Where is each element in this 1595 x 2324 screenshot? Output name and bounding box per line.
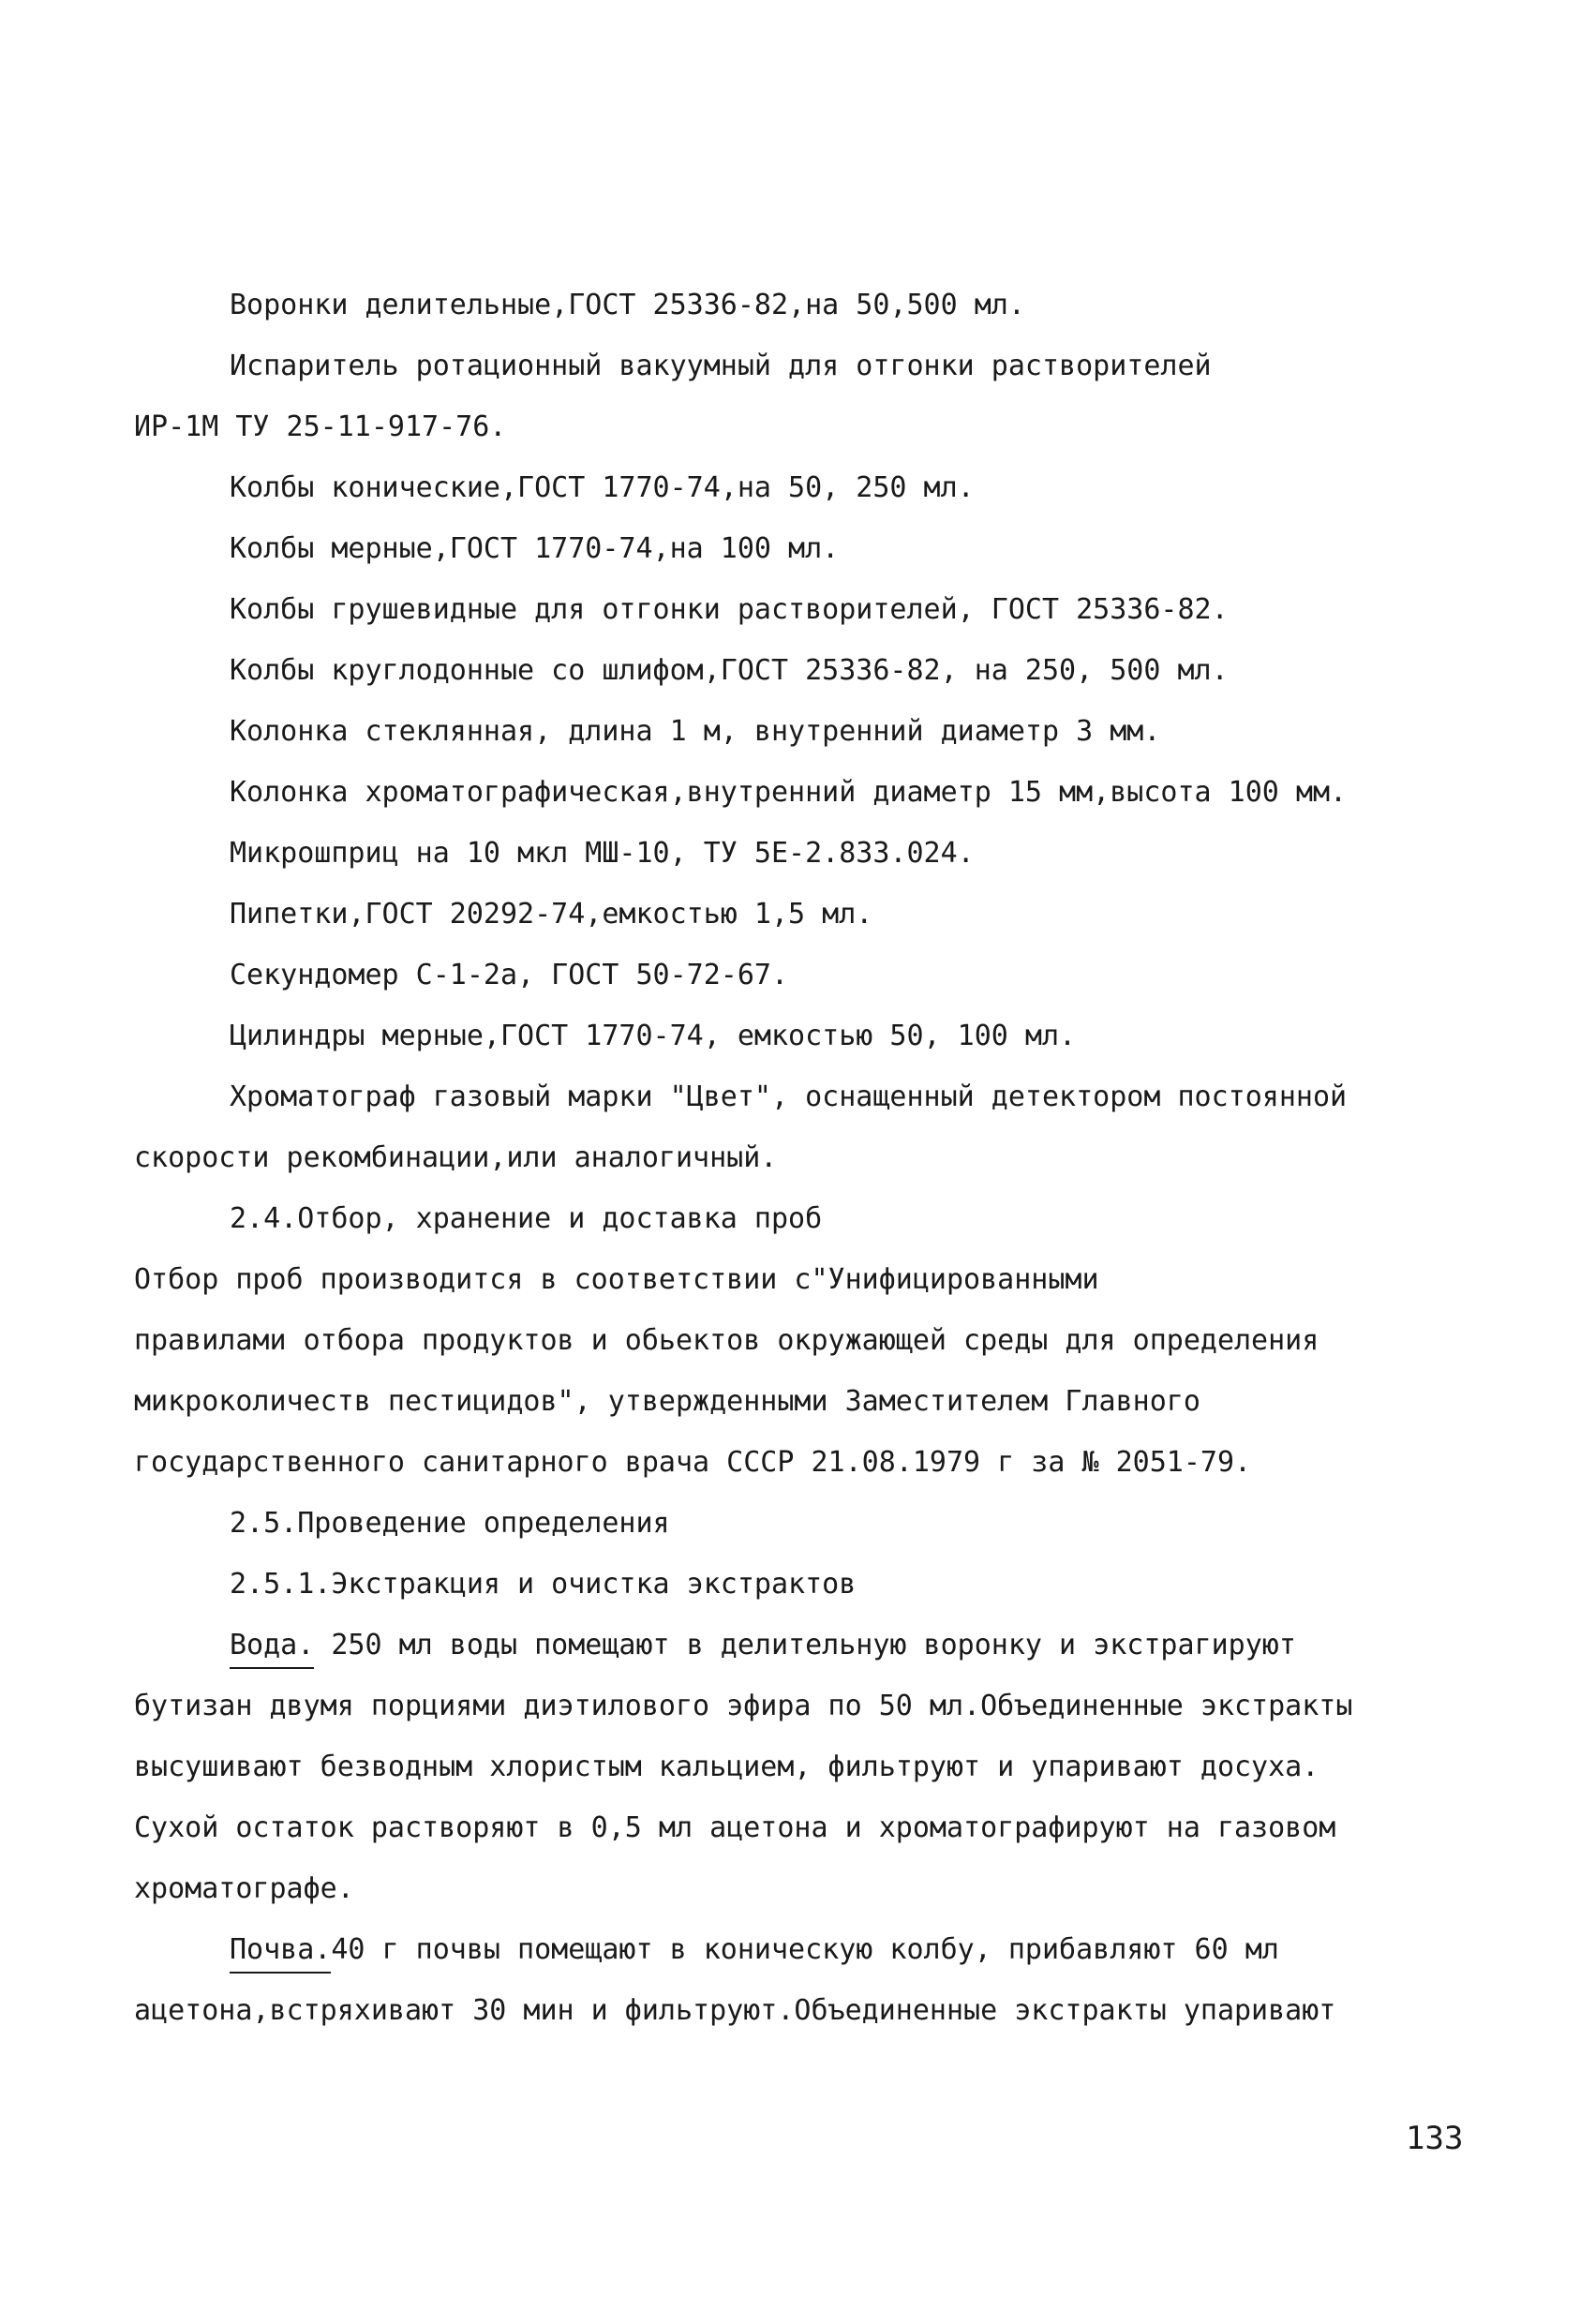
equipment-line: Колбы конические,ГОСТ 1770-74,на 50, 250 мл. xyxy=(230,471,975,504)
equipment-line: Колонка хроматографическая,внутренний диаметр 15 мм,высота 100 мм. xyxy=(230,776,1348,809)
equipment-line: Цилиндры мерные,ГОСТ 1770-74, емкостью 50, 100 мл. xyxy=(230,1020,1077,1052)
paragraph-line: высушивают безводным хлористым кальцием, фильтруют и упаривают досуха. xyxy=(134,1750,1319,1783)
equipment-line: Испаритель ротационный вакуумный для отгонки растворителей xyxy=(230,350,1212,382)
section-heading-2-5: 2.5.Проведение определения xyxy=(230,1507,670,1540)
equipment-line: скорости рекомбинации,или аналогичный. xyxy=(134,1141,778,1174)
paragraph-line: хроматографе. xyxy=(134,1872,354,1905)
water-paragraph-first-line xyxy=(230,1627,1296,1669)
water-label: Вода. xyxy=(230,1630,314,1669)
equipment-line: ИР-1М ТУ 25-11-917-76. xyxy=(134,410,507,443)
equipment-line: Колбы грушевидные для отгонки растворителей, ГОСТ 25336-82. xyxy=(230,593,1229,626)
paragraph-line: микроколичеств пестицидов", утвержденными Заместителем Главного xyxy=(134,1385,1200,1418)
equipment-line: Микрошприц на 10 мкл МШ-10, ТУ 5Е-2.833.024. xyxy=(230,837,975,870)
equipment-line: Колбы круглодонные со шлифом,ГОСТ 25336-82, на 250, 500 мл. xyxy=(230,654,1229,687)
paragraph-line: ацетона,встряхивают 30 мин и фильтруют.Объединенные экстракты упаривают xyxy=(134,1994,1336,2027)
equipment-line: Воронки делительные,ГОСТ 25336-82,на 50,500 мл. xyxy=(230,289,1025,321)
paragraph-line: Сухой остаток растворяют в 0,5 мл ацетона и хроматографируют на газовом xyxy=(134,1811,1336,1844)
soil-label: Почва. xyxy=(230,1934,331,1974)
paragraph-line: государственного санитарного врача СССР 21.08.1979 г за № 2051-79. xyxy=(134,1446,1252,1479)
section-subheading-2-5-1: 2.5.1.Экстракция и очистка экстрактов xyxy=(230,1568,857,1601)
soil-paragraph-first-line xyxy=(230,1931,1279,1974)
section-heading-2-4: 2.4.Отбор, хранение и доставка проб xyxy=(230,1202,823,1235)
equipment-line: Секундомер С-1-2а, ГОСТ 50-72-67. xyxy=(230,959,789,991)
water-text: 250 мл воды помещают в делительную воронку и экстрагируют xyxy=(314,1629,1296,1661)
equipment-line: Колонка стеклянная, длина 1 м, внутренний диаметр 3 мм. xyxy=(230,715,1161,748)
paragraph-line: бутизан двумя порциями диэтилового эфира по 50 мл.Объединенные экстракты xyxy=(134,1690,1353,1722)
equipment-line: Пипетки,ГОСТ 20292-74,емкостью 1,5 мл. xyxy=(230,898,873,931)
soil-text: 40 г почвы помещают в коническую колбу, прибавляют 60 мл xyxy=(331,1933,1279,1966)
page-number: 133 xyxy=(1406,2120,1464,2157)
paragraph-line: Отбор проб производится в соответствии с"Унифицированными xyxy=(134,1263,1099,1296)
equipment-line: Колбы мерные,ГОСТ 1770-74,на 100 мл. xyxy=(230,532,840,565)
paragraph-line: правилами отбора продуктов и обьектов окружающей среды для определения xyxy=(134,1324,1319,1357)
equipment-line: Хроматограф газовый марки "Цвет", оснащенный детектором постоянной xyxy=(230,1080,1348,1113)
